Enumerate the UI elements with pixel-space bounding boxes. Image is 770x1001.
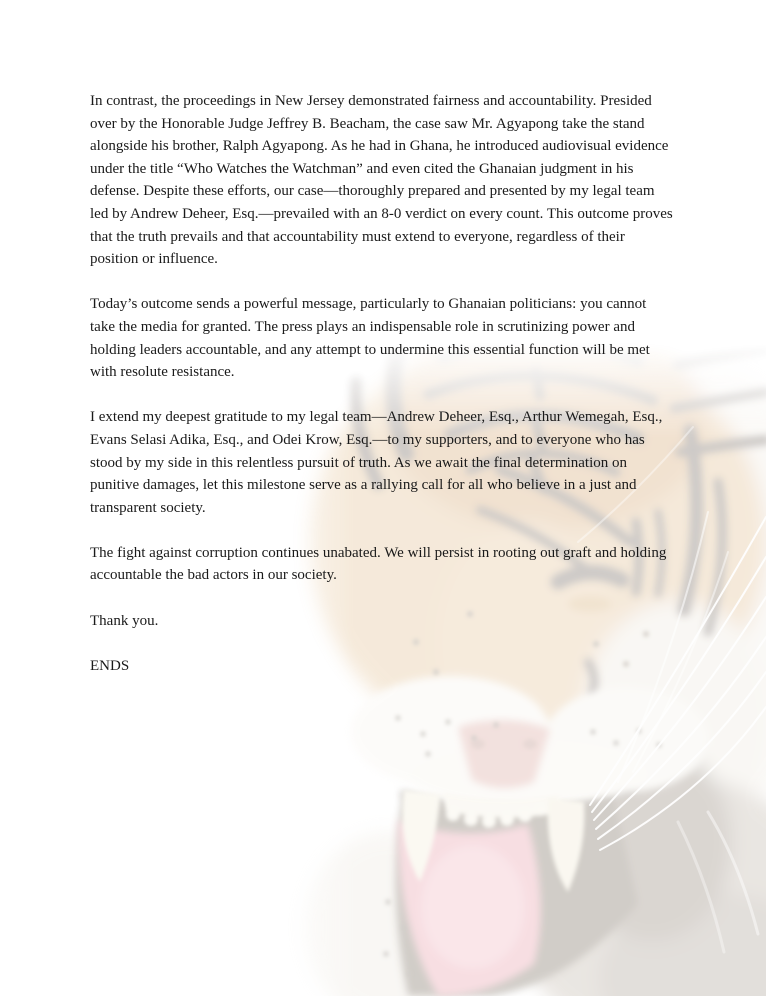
paragraph-new-jersey-proceedings — [90, 90, 690, 271]
paragraph-fight-against-corruption — [90, 542, 690, 587]
text-line: led by Andrew Deheer, Esq.—prevailed with an 8-0 verdict on every count. This outcome proves — [90, 205, 673, 222]
text-line: Thank you. — [90, 612, 159, 629]
text-line: defense. Despite these efforts, our case—thoroughly prepared and presented by my legal team — [90, 183, 655, 200]
text-line: holding leaders accountable, and any attempt to undermine this essential function will be met — [90, 341, 650, 358]
text-line: punitive damages, let this milestone serve as a rallying call for all who believe in a just and — [90, 477, 637, 494]
text-line: under the title “Who Watches the Watchman” and even cited the Ghanaian judgment in his — [90, 160, 634, 177]
paragraph-gratitude — [90, 406, 690, 519]
paragraph-ends — [90, 655, 690, 678]
text-line: that the truth prevails and that accountability must extend to everyone, regardless of their — [90, 228, 625, 245]
text-line: The fight against corruption continues unabated. We will persist in rooting out graft and holding — [90, 544, 667, 561]
text-line: transparent society. — [90, 499, 206, 516]
paragraph-message-to-politicians — [90, 293, 690, 383]
text-line: In contrast, the proceedings in New Jersey demonstrated fairness and accountability. Presided — [90, 93, 652, 109]
text-line: position or influence. — [90, 251, 218, 268]
text-line: take the media for granted. The press plays an indispensable role in scrutinizing power and — [90, 318, 635, 335]
text-line: I extend my deepest gratitude to my legal team—Andrew Deheer, Esq., Arthur Wemegah, Esq., — [90, 409, 663, 426]
text-line: Today’s outcome sends a powerful message, particularly to Ghanaian politicians: you cannot — [90, 296, 647, 313]
text-line: Evans Selasi Adika, Esq., and Odei Krow, Esq.—to my supporters, and to everyone who has — [90, 431, 645, 448]
text-line: stood by my side in this relentless pursuit of truth. As we await the final determination on — [90, 454, 627, 471]
text-line: with resolute resistance. — [90, 364, 235, 381]
text-line: accountable the bad actors in our society. — [90, 567, 337, 584]
paragraph-thank-you — [90, 610, 690, 633]
text-line: over by the Honorable Judge Jeffrey B. Beacham, the case saw Mr. Agyapong take the stand — [90, 115, 645, 132]
text-line: alongside his brother, Ralph Agyapong. As he had in Ghana, he introduced audiovisual evidence — [90, 138, 669, 155]
text-line: ENDS — [90, 657, 130, 674]
document-body — [90, 90, 690, 700]
